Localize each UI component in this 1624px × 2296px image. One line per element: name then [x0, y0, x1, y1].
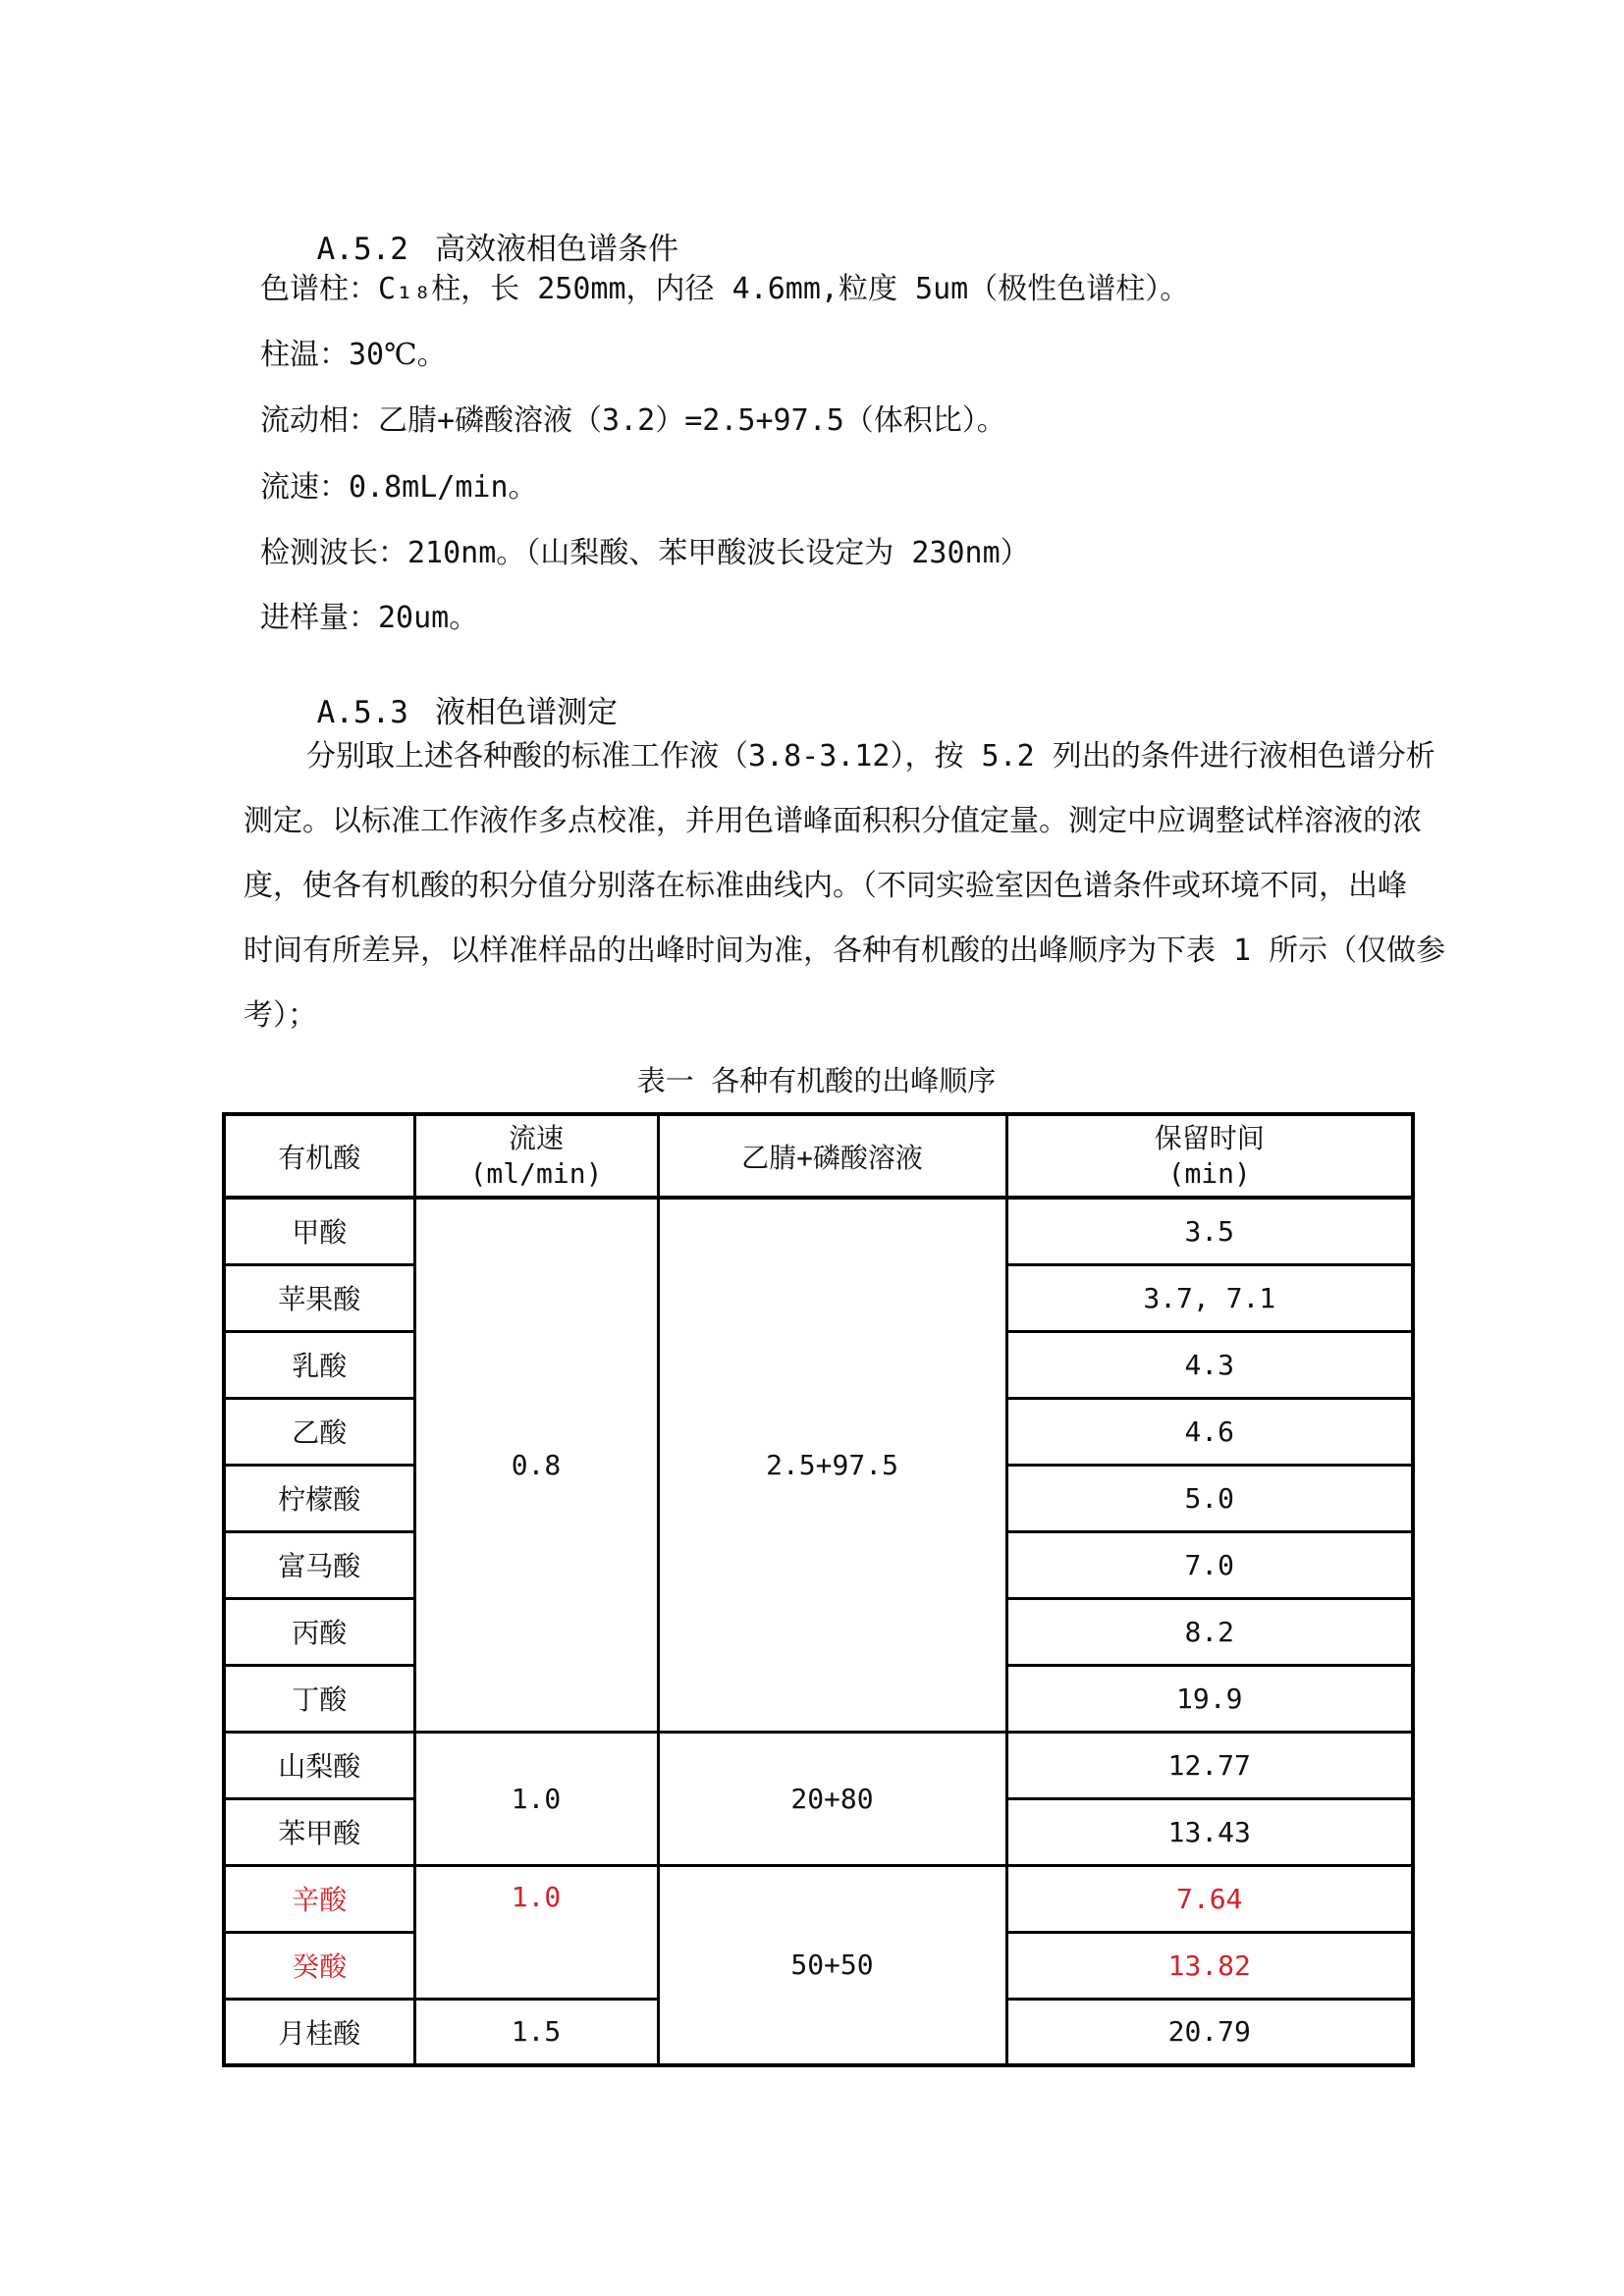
- mobile-phase-cell: 50+50: [658, 1865, 1006, 2065]
- flow-rate-cell: 1.0: [414, 1732, 658, 1865]
- paragraph-line: 考）；: [244, 998, 317, 1033]
- col-header-flow-unit: (ml/min): [469, 1156, 603, 1190]
- col-header-retention-unit: (min): [1167, 1156, 1251, 1190]
- acid-name-cell: 柠檬酸: [224, 1465, 414, 1531]
- table-row: [224, 1865, 1413, 1932]
- retention-time-cell: 5.0: [1006, 1465, 1413, 1531]
- mobile-phase-cell: 20+80: [658, 1732, 1006, 1865]
- acid-name-cell: 丁酸: [224, 1665, 414, 1732]
- condition-line-injection: 进样量：20um。: [260, 601, 479, 635]
- retention-time-cell: 12.77: [1006, 1732, 1413, 1798]
- retention-time-cell: 4.6: [1006, 1398, 1413, 1465]
- acid-name-cell: 甲酸: [224, 1198, 414, 1264]
- condition-line-mobile: 流动相：乙腈+磷酸溶液（3.2）=2.5+97.5（体积比）。: [260, 403, 1006, 438]
- col-header-retention-title: 保留时间: [1154, 1121, 1265, 1154]
- table-row: [224, 1198, 1413, 1264]
- condition-line-column: 色谱柱：C₁₈柱，长 250mm，内径 4.6mm,粒度 5um（极性色谱柱）。: [260, 272, 1190, 306]
- condition-line-flow: 流速：0.8mL/min。: [260, 470, 538, 505]
- flow-rate-cell: 0.8: [414, 1198, 658, 1732]
- condition-line-temp: 柱温：30℃。: [260, 338, 447, 372]
- acid-name-cell: 富马酸: [224, 1531, 414, 1598]
- table-row: [224, 1732, 1413, 1798]
- paragraph-line: 时间有所差异，以样准样品的出峰时间为准，各种有机酸的出峰顺序为下表 1 所示（仅做参: [244, 934, 1446, 968]
- acid-name-cell: 苯甲酸: [224, 1798, 414, 1865]
- section-title: 液相色谱测定: [434, 695, 618, 730]
- flow-rate-cell: 1.0: [414, 1865, 658, 1999]
- acid-name-cell: 乙酸: [224, 1398, 414, 1465]
- retention-time-cell: 8.2: [1006, 1598, 1413, 1665]
- section-number: A.5.3: [316, 695, 408, 730]
- section-title: 高效液相色谱条件: [434, 232, 678, 267]
- col-header-acid: 有机酸: [224, 1114, 414, 1198]
- acid-name-cell: 乳酸: [224, 1331, 414, 1398]
- acid-name-cell: 丙酸: [224, 1598, 414, 1665]
- organic-acid-table: [222, 1112, 1415, 2067]
- paragraph-line: 度，使各有机酸的积分值分别落在标准曲线内。（不同实验室因色谱条件或环境不同，出峰: [244, 869, 1407, 903]
- retention-time-cell: 13.82: [1006, 1932, 1413, 1999]
- acid-name-cell: 山梨酸: [224, 1732, 414, 1798]
- col-header-flow: [414, 1114, 658, 1198]
- mobile-phase-cell: 2.5+97.5: [658, 1198, 1006, 1732]
- retention-time-cell: 3.7, 7.1: [1006, 1264, 1413, 1331]
- table-header-row: [224, 1114, 1413, 1198]
- col-header-flow-title: 流速: [508, 1121, 564, 1154]
- acid-name-cell: 癸酸: [224, 1932, 414, 1999]
- section-number: A.5.2: [316, 232, 408, 267]
- paragraph-line: 分别取上述各种酸的标准工作液（3.8-3.12），按 5.2 列出的条件进行液相色谱分析: [306, 739, 1435, 774]
- acid-name-cell: 月桂酸: [224, 1999, 414, 2065]
- table-caption: 表一 各种有机酸的出峰顺序: [636, 1064, 997, 1097]
- paragraph-line: 测定。以标准工作液作多点校准，并用色谱峰面积积分值定量。测定中应调整试样溶液的浓: [244, 804, 1422, 838]
- retention-time-cell: 3.5: [1006, 1198, 1413, 1264]
- retention-time-cell: 13.43: [1006, 1798, 1413, 1865]
- retention-time-cell: 4.3: [1006, 1331, 1413, 1398]
- col-header-retention: [1006, 1114, 1413, 1198]
- condition-line-wavelength: 检测波长：210nm。（山梨酸、苯甲酸波长设定为 230nm）: [260, 536, 1030, 570]
- retention-time-cell: 19.9: [1006, 1665, 1413, 1732]
- retention-time-cell: 7.64: [1006, 1865, 1413, 1932]
- acid-name-cell: 苹果酸: [224, 1264, 414, 1331]
- acid-name-cell: 辛酸: [224, 1865, 414, 1932]
- flow-rate-cell: 1.5: [414, 1999, 658, 2065]
- retention-time-cell: 20.79: [1006, 1999, 1413, 2065]
- col-header-mobile-phase: 乙腈+磷酸溶液: [658, 1114, 1006, 1198]
- retention-time-cell: 7.0: [1006, 1531, 1413, 1598]
